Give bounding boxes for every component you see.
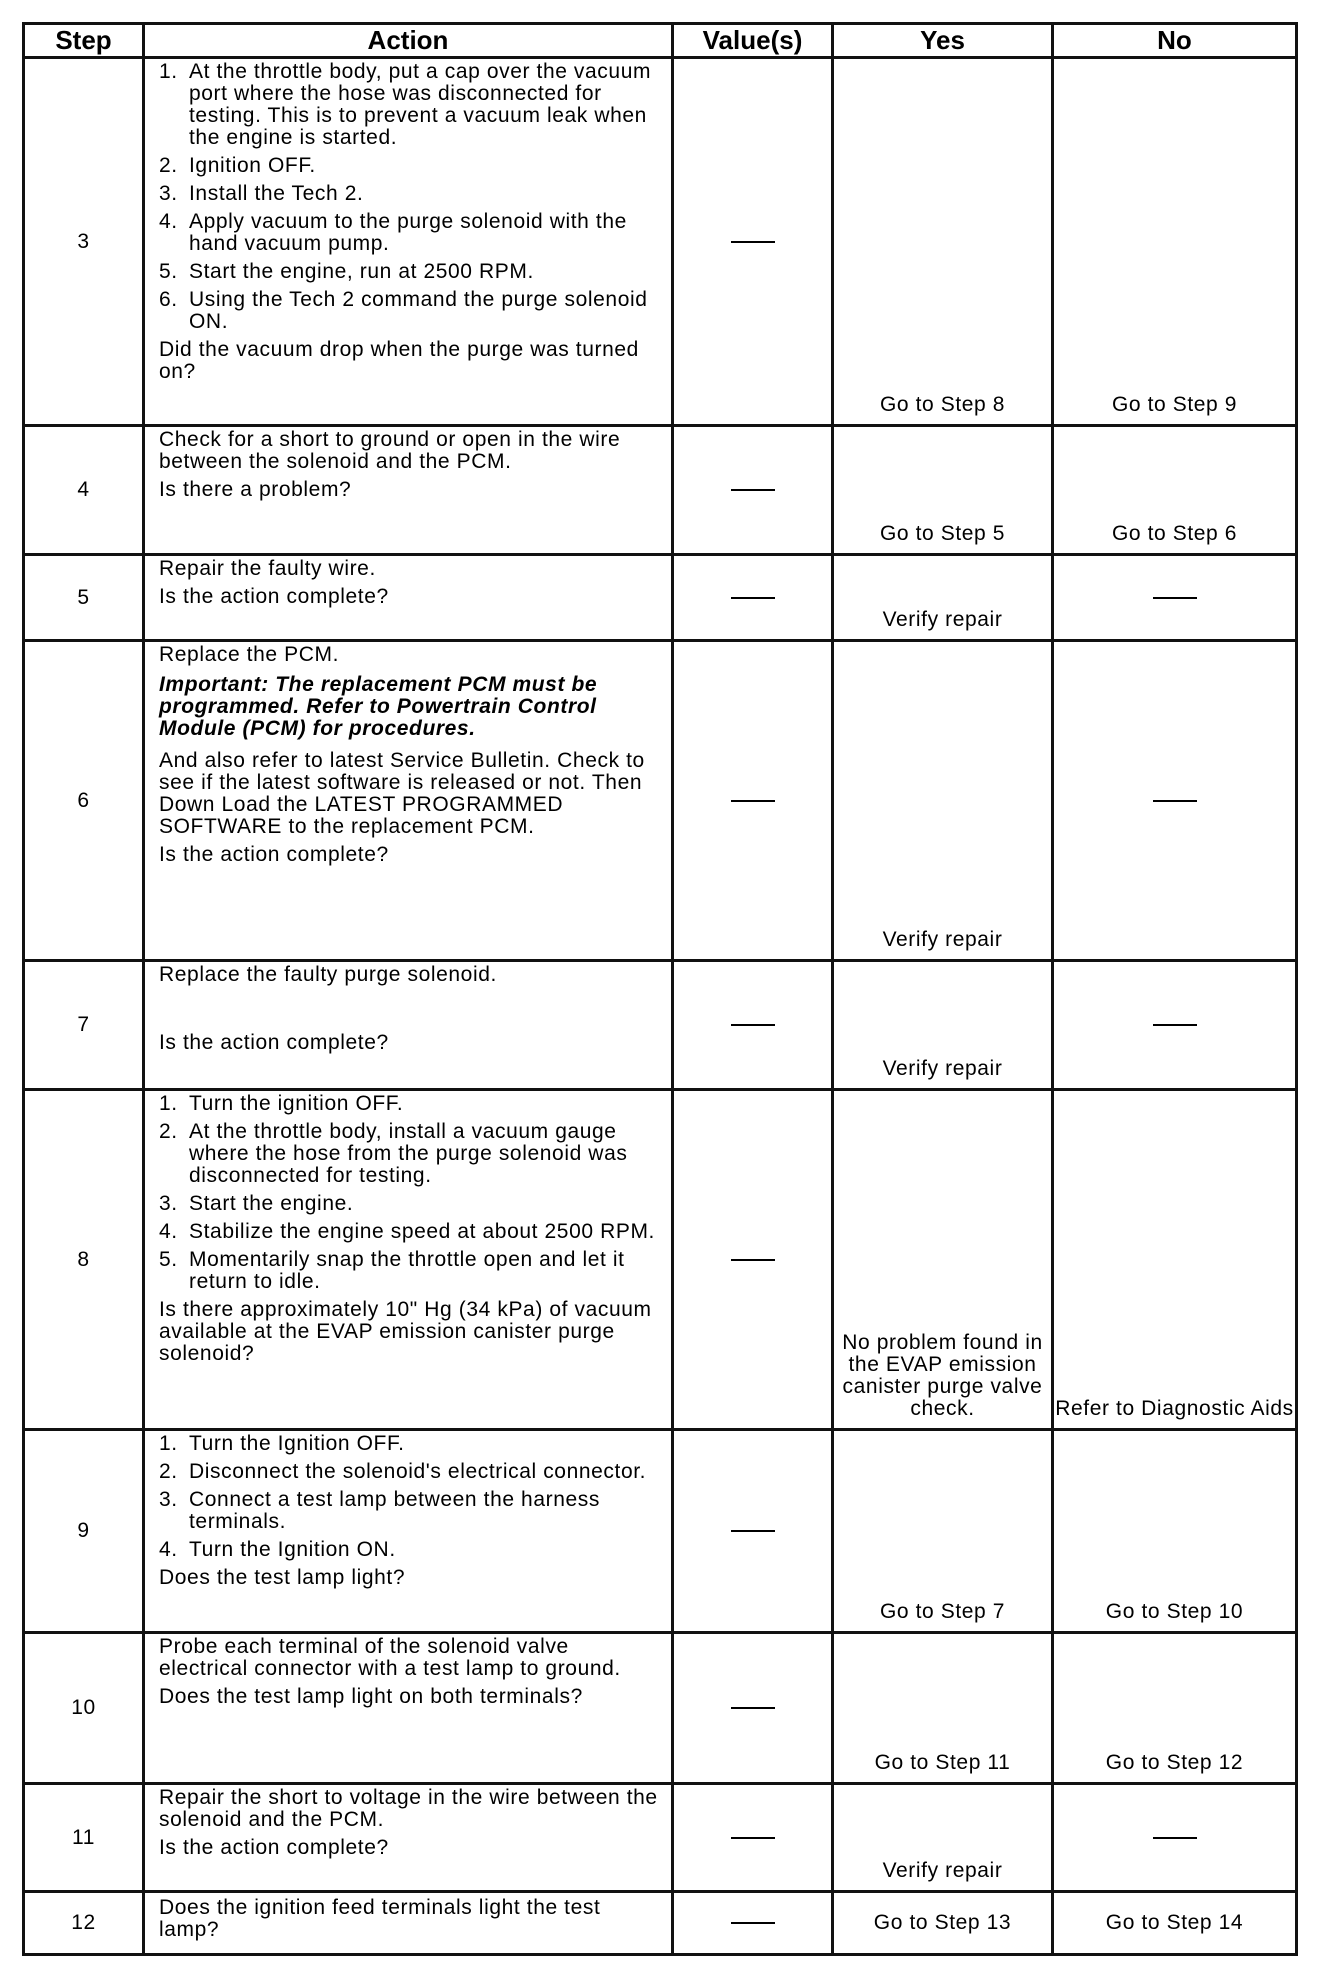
- no-cell: Refer to Diagnostic Aids: [1053, 1090, 1297, 1430]
- action-question: Does the test lamp light?: [159, 1566, 406, 1589]
- step-number: 7: [24, 961, 144, 1090]
- value-cell: [673, 426, 833, 555]
- action-cell: [144, 58, 673, 426]
- step-number: 6: [24, 641, 144, 961]
- value-cell: [673, 1784, 833, 1892]
- yes-cell: Go to Step 5: [833, 426, 1053, 555]
- list-item: 3. Start the engine.: [159, 1192, 354, 1215]
- dash-mark: [1153, 597, 1197, 599]
- step-number: 9: [24, 1430, 144, 1633]
- table-row: [24, 58, 1297, 426]
- list-item: 4. Turn the Ignition ON.: [159, 1538, 396, 1561]
- dash-mark: [731, 1922, 775, 1924]
- table-row: [24, 555, 1297, 641]
- action-question: Is there a problem?: [159, 478, 352, 501]
- value-cell: [673, 58, 833, 426]
- no-cell: Go to Step 6: [1053, 426, 1297, 555]
- header-action: Action: [144, 24, 673, 58]
- dash-mark: [731, 241, 775, 243]
- action-list: [159, 1433, 663, 1561]
- no-cell: Go to Step 10: [1053, 1430, 1297, 1633]
- step-number: 10: [24, 1633, 144, 1784]
- action-text: Repair the faulty wire.: [159, 557, 376, 580]
- header-no: No: [1053, 24, 1297, 58]
- no-cell: [1053, 641, 1297, 961]
- list-item: 1. Turn the ignition OFF.: [159, 1092, 404, 1115]
- action-list: [159, 1093, 663, 1293]
- table-row: [24, 1784, 1297, 1892]
- action-question: Is there approximately 10" Hg (34 kPa) of vacuum available at the EVAP emission canister purge solenoid?: [159, 1298, 652, 1365]
- table-row: [24, 641, 1297, 961]
- action-question: Does the test lamp light on both terminals?: [159, 1685, 583, 1708]
- yes-cell: Go to Step 13: [833, 1892, 1053, 1955]
- dash-mark: [1153, 800, 1197, 802]
- no-cell: [1053, 961, 1297, 1090]
- table-row: [24, 1430, 1297, 1633]
- no-cell: Go to Step 12: [1053, 1633, 1297, 1784]
- step-number: 12: [24, 1892, 144, 1955]
- action-question: Is the action complete?: [159, 1031, 389, 1054]
- action-text: Repair the short to voltage in the wire between the solenoid and the PCM.: [159, 1786, 658, 1831]
- yes-cell: Go to Step 11: [833, 1633, 1053, 1784]
- dash-mark: [731, 597, 775, 599]
- action-cell: [144, 1892, 673, 1955]
- action-text: Probe each terminal of the solenoid valve electrical connector with a test lamp to ground.: [159, 1635, 621, 1680]
- list-item: 1. Turn the Ignition OFF.: [159, 1432, 405, 1455]
- action-list: [159, 61, 663, 333]
- dash-mark: [731, 1530, 775, 1532]
- action-cell: [144, 1784, 673, 1892]
- table-row: [24, 426, 1297, 555]
- action-cell: [144, 1633, 673, 1784]
- yes-cell: No problem found in the EVAP emission canister purge valve check.: [833, 1090, 1053, 1430]
- action-question: Does the ignition feed terminals light the test lamp?: [159, 1896, 601, 1941]
- value-cell: [673, 1633, 833, 1784]
- value-cell: [673, 1430, 833, 1633]
- table-row: [24, 1090, 1297, 1430]
- value-cell: [673, 641, 833, 961]
- header-step: Step: [24, 24, 144, 58]
- step-number: 5: [24, 555, 144, 641]
- header-values: Value(s): [673, 24, 833, 58]
- list-item: 1. At the throttle body, put a cap over the vacuum port where the hose was disconnected for testing. This is to prevent a vacuum leak when the engine is started.: [159, 60, 652, 149]
- no-cell: Go to Step 9: [1053, 58, 1297, 426]
- action-text: Replace the faulty purge solenoid.: [159, 963, 497, 986]
- action-question: Is the action complete?: [159, 843, 389, 866]
- yes-cell: Verify repair: [833, 961, 1053, 1090]
- list-item: 3. Install the Tech 2.: [159, 182, 364, 205]
- value-cell: [673, 1892, 833, 1955]
- step-number: 4: [24, 426, 144, 555]
- step-number: 8: [24, 1090, 144, 1430]
- list-item: 2. Ignition OFF.: [159, 154, 316, 177]
- action-cell: [144, 426, 673, 555]
- diagnostic-table-page: [22, 22, 1295, 1956]
- action-text: Check for a short to ground or open in the wire between the solenoid and the PCM.: [159, 428, 621, 473]
- dash-mark: [731, 1837, 775, 1839]
- dash-mark: [731, 800, 775, 802]
- table-row: [24, 1892, 1297, 1955]
- action-text: Replace the PCM.: [159, 643, 340, 666]
- yes-cell: Go to Step 8: [833, 58, 1053, 426]
- list-item: 4. Stabilize the engine speed at about 2500 RPM.: [159, 1220, 655, 1243]
- no-cell: Go to Step 14: [1053, 1892, 1297, 1955]
- yes-cell: Verify repair: [833, 1784, 1053, 1892]
- list-item: 3. Connect a test lamp between the harness terminals.: [159, 1488, 600, 1533]
- action-cell: [144, 1090, 673, 1430]
- list-item: 2. At the throttle body, install a vacuum gauge where the hose from the purge solenoid was disconnected for testing.: [159, 1120, 628, 1187]
- dash-mark: [1153, 1024, 1197, 1026]
- list-item: 5. Start the engine, run at 2500 RPM.: [159, 260, 534, 283]
- action-text: And also refer to latest Service Bulletin. Check to see if the latest software is released or not. Then Down Load the LATEST PROGRAMMED SOFTWARE to the replacement PCM.: [159, 749, 645, 838]
- list-item: 5. Momentarily snap the throttle open and let it return to idle.: [159, 1248, 625, 1293]
- no-cell: [1053, 555, 1297, 641]
- table-row: [24, 1633, 1297, 1784]
- dash-mark: [731, 1707, 775, 1709]
- yes-cell: Verify repair: [833, 641, 1053, 961]
- value-cell: [673, 961, 833, 1090]
- value-cell: [673, 1090, 833, 1430]
- no-cell: [1053, 1784, 1297, 1892]
- action-cell: [144, 1430, 673, 1633]
- header-row: [24, 24, 1297, 58]
- step-number: 11: [24, 1784, 144, 1892]
- diagnostic-table: [22, 22, 1298, 1956]
- action-question: Is the action complete?: [159, 1836, 389, 1859]
- table-row: [24, 961, 1297, 1090]
- header-yes: Yes: [833, 24, 1053, 58]
- list-item: 4. Apply vacuum to the purge solenoid with the hand vacuum pump.: [159, 210, 627, 255]
- action-cell: [144, 961, 673, 1090]
- value-cell: [673, 555, 833, 641]
- dash-mark: [731, 1259, 775, 1261]
- action-cell: [144, 641, 673, 961]
- dash-mark: [731, 489, 775, 491]
- important-note: Important: The replacement PCM must be programmed. Refer to Powertrain Control Module (PCM) for procedures.: [159, 673, 598, 740]
- step-number: 3: [24, 58, 144, 426]
- list-item: 6. Using the Tech 2 command the purge solenoid ON.: [159, 288, 648, 333]
- yes-cell: Verify repair: [833, 555, 1053, 641]
- dash-mark: [731, 1024, 775, 1026]
- action-question: Is the action complete?: [159, 585, 389, 608]
- action-cell: [144, 555, 673, 641]
- list-item: 2. Disconnect the solenoid's electrical connector.: [159, 1460, 647, 1483]
- dash-mark: [1153, 1837, 1197, 1839]
- action-question: Did the vacuum drop when the purge was turned on?: [159, 338, 639, 383]
- yes-cell: Go to Step 7: [833, 1430, 1053, 1633]
